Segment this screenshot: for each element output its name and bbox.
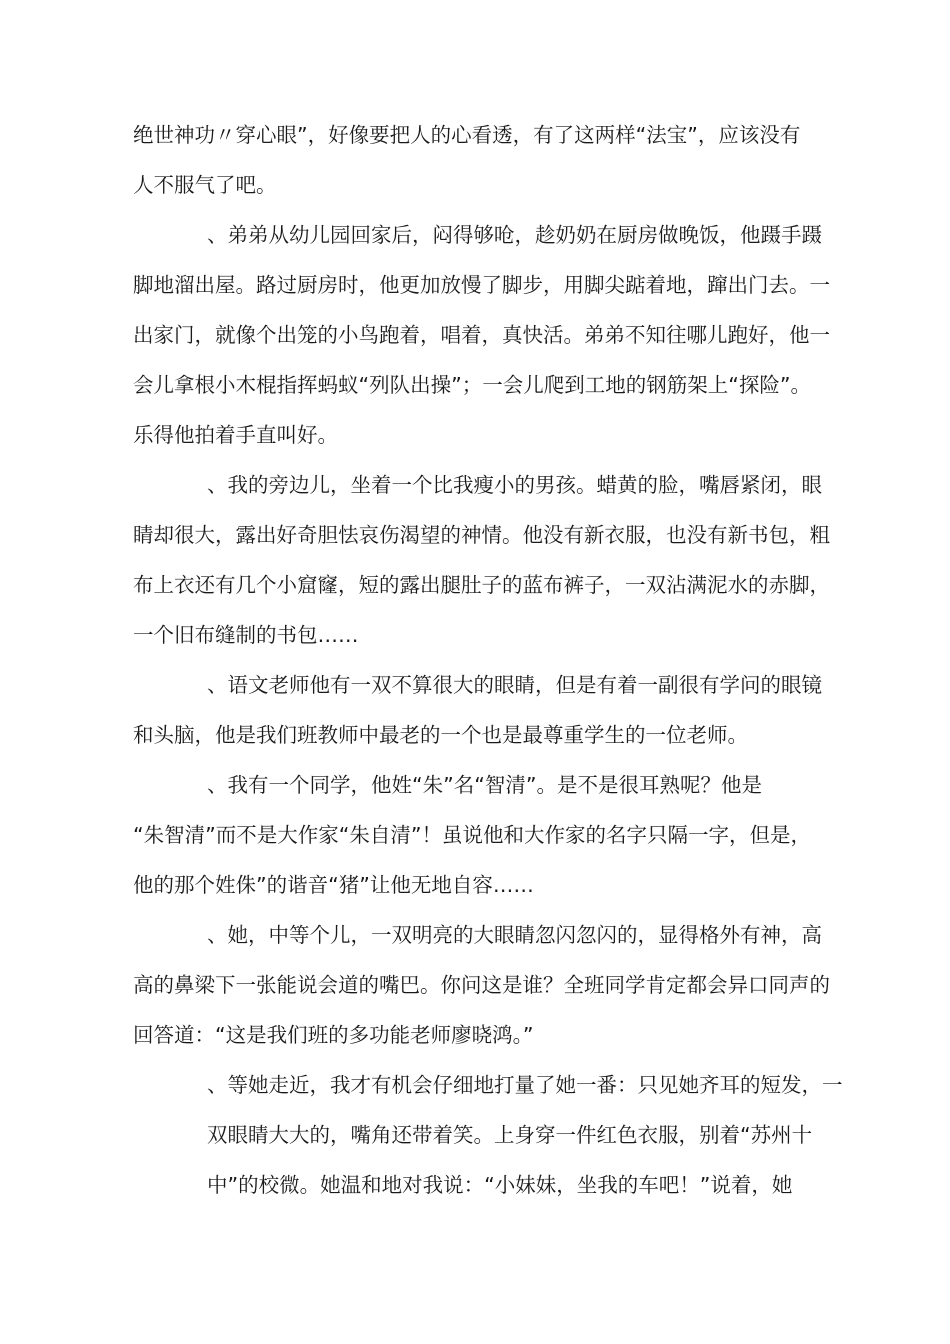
text-line: 高的鼻梁下一张能说会道的嘴巴。你问这是谁？全班同学肯定都会异口同声的 — [133, 973, 830, 997]
text-line: 、语文老师他有一双不算很大的眼睛，但是有着一副很有学问的眼镜 — [207, 673, 822, 697]
text-line: 和头脑，他是我们班教师中最老的一个也是最尊重学生的一位老师。 — [133, 723, 748, 747]
text-line: 他的那个姓侏”的谐音“猪”让他无地自容…… — [133, 873, 534, 897]
text-line: 一个旧布缝制的书包…… — [133, 623, 359, 647]
text-line: 、我有一个同学，他姓“朱”名“智清”。是不是很耳熟呢？他是 — [207, 773, 762, 797]
text-line: 双眼睛大大的，嘴角还带着笑。上身穿一件红色衣服，别着“苏州十 — [207, 1123, 813, 1147]
text-line: 回答道：“这是我们班的多功能老师廖晓鸿。” — [133, 1023, 534, 1047]
text-line: 睛却很大，露出好奇胆怯哀伤渴望的神情。他没有新衣服，也没有新书包，粗 — [133, 523, 830, 547]
text-line: 脚地溜出屋。路过厨房时，他更加放慢了脚步，用脚尖踮着地，蹿出门去。一 — [133, 273, 830, 297]
text-line: 、弟弟从幼儿园回家后，闷得够呛，趁奶奶在厨房做晚饭，他蹑手蹑 — [207, 223, 822, 247]
text-line: 人不服气了吧。 — [133, 173, 277, 197]
text-line: 乐得他拍着手直叫好。 — [133, 423, 338, 447]
text-line: 出家门，就像个出笼的小鸟跑着，唱着，真快活。弟弟不知往哪儿跑好，他一 — [133, 323, 830, 347]
text-line: 中”的校微。她温和地对我说：“小妹妹，坐我的车吧！”说着，她 — [207, 1173, 793, 1197]
text-line: 绝世神功〃穿心眼”，好像要把人的心看透，有了这两样“法宝”，应该没有 — [133, 123, 801, 147]
text-line: “朱智清”而不是大作家“朱自清”！虽说他和大作家的名字只隔一字，但是， — [133, 823, 811, 847]
text-line: 、等她走近，我才有机会仔细地打量了她一番：只见她齐耳的短发，一 — [207, 1073, 843, 1097]
text-line: 布上衣还有几个小窟窿，短的露出腿肚子的蓝布裤子，一双沾满泥水的赤脚， — [133, 573, 830, 597]
text-line: 会儿拿根小木棍指挥蚂蚁“列队出操”；一会儿爬到工地的钢筋架上“探险”。 — [133, 373, 811, 397]
text-line: 、我的旁边儿，坐着一个比我瘦小的男孩。蜡黄的脸，嘴唇紧闭，眼 — [207, 473, 822, 497]
text-line: 、她，中等个儿，一双明亮的大眼睛忽闪忽闪的，显得格外有神，高 — [207, 923, 822, 947]
